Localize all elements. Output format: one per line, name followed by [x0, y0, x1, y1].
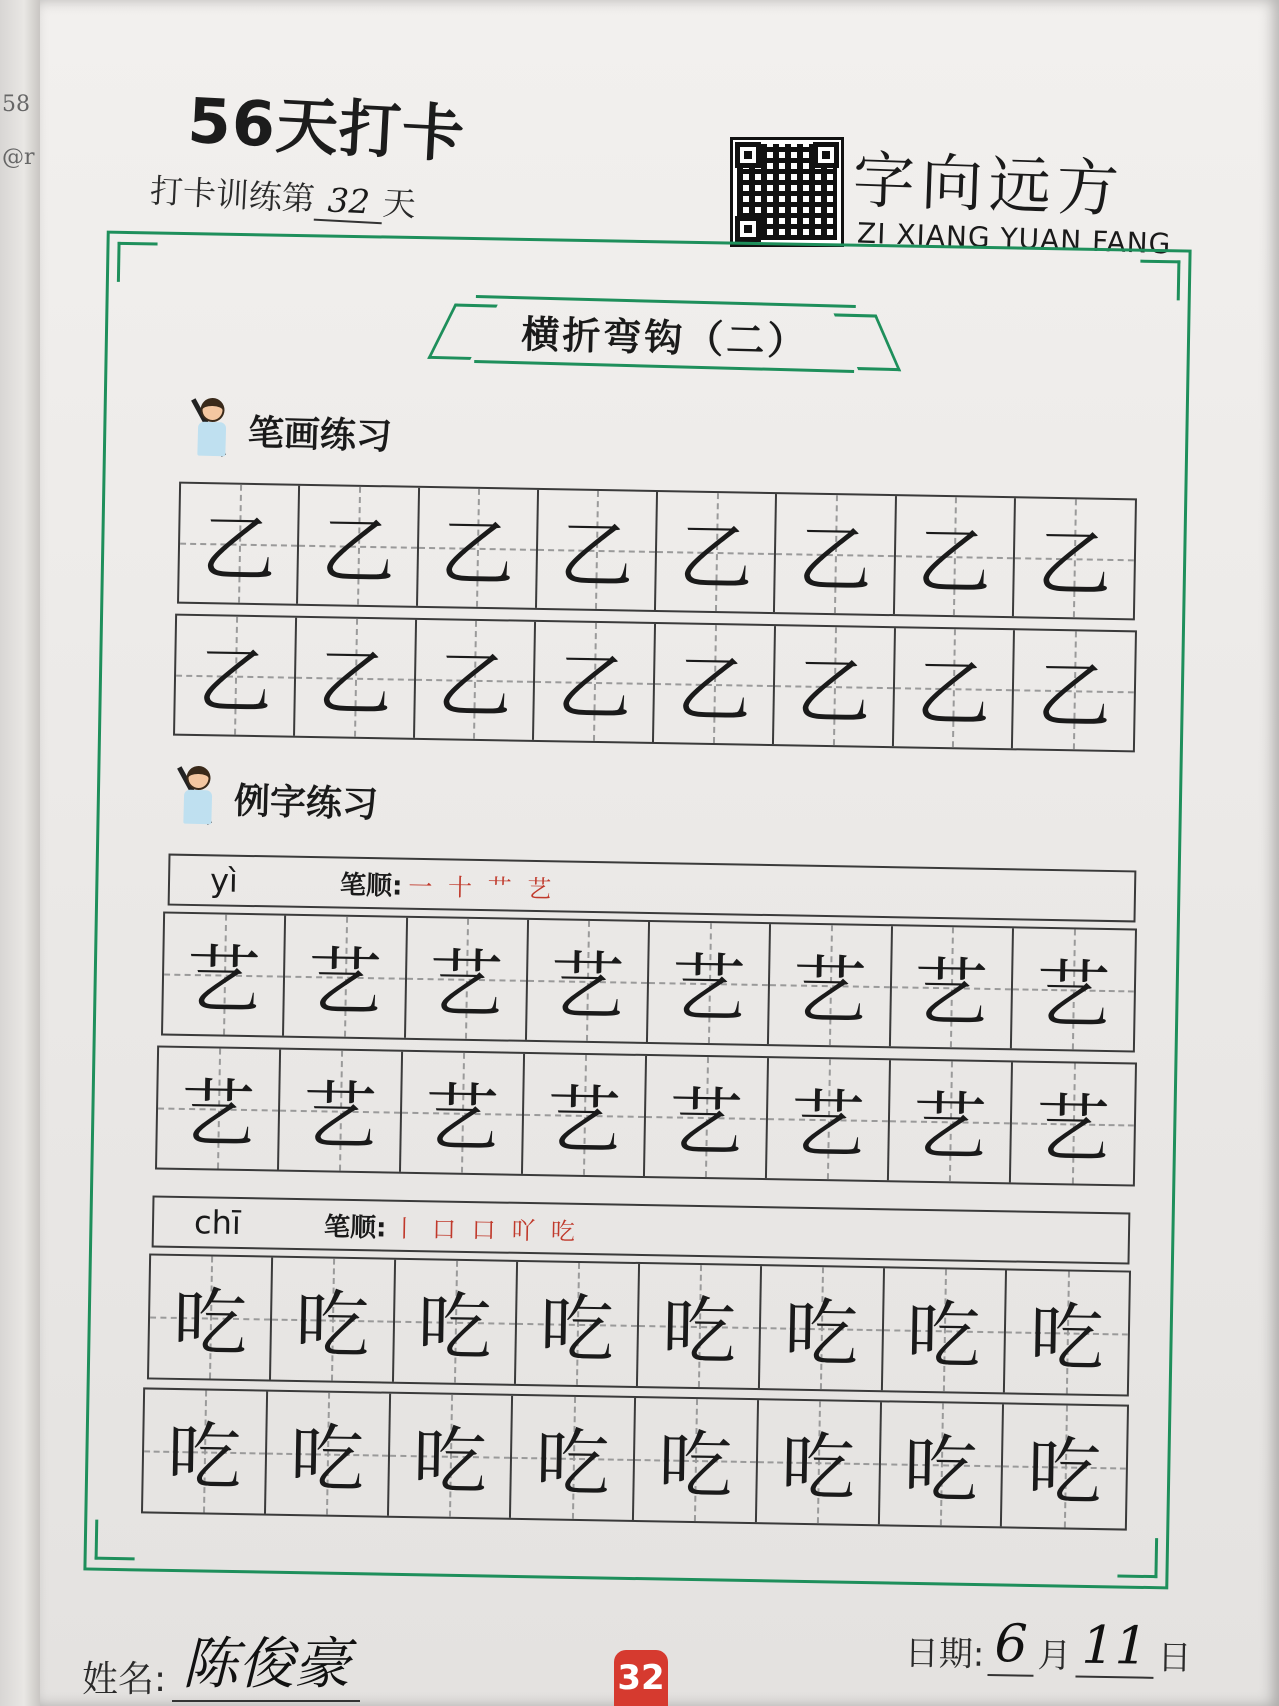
practice-character: 乙 [916, 518, 992, 606]
example-grid-row [161, 912, 1137, 1053]
scholar-brush-icon [171, 765, 227, 828]
practice-character: 艺 [790, 1081, 866, 1169]
practice-character: 吃 [657, 1422, 734, 1510]
edge-scrap-text: 58 [2, 92, 30, 117]
practice-character: 乙 [436, 642, 513, 730]
practice-character: 艺 [670, 945, 747, 1033]
practice-cell[interactable] [295, 618, 417, 738]
frame-corner-ornament [117, 242, 158, 283]
date-field [904, 1613, 1192, 1680]
scholar-brush-icon [185, 397, 241, 460]
practice-cell[interactable] [534, 622, 656, 742]
practice-cell[interactable] [511, 1396, 636, 1520]
section-stroke-practice [185, 397, 393, 464]
practice-character: 吃 [1026, 1428, 1103, 1517]
practice-character: 艺 [185, 936, 262, 1025]
practice-character: 艺 [302, 1073, 378, 1161]
practice-cell[interactable] [757, 1400, 882, 1524]
practice-character: 吃 [1028, 1294, 1105, 1383]
practice-cell[interactable] [890, 926, 1013, 1048]
practice-cell[interactable] [774, 626, 896, 746]
practice-character: 艺 [913, 949, 989, 1037]
frame-corner-ornament [1140, 260, 1181, 301]
stroke-order-label: 笔顺: [323, 1211, 387, 1244]
section-example-practice [171, 765, 379, 832]
practice-cell[interactable] [1002, 1404, 1127, 1528]
practice-cell[interactable] [769, 924, 892, 1046]
page-title: 56天打卡 [186, 83, 467, 172]
practice-cell[interactable] [179, 484, 300, 604]
practice-cell[interactable] [648, 922, 771, 1044]
practice-character: 吃 [294, 1282, 371, 1370]
practice-character: 吃 [289, 1415, 365, 1504]
day-prefix: 打卡训练第 [149, 171, 316, 219]
practice-character: 吃 [166, 1413, 243, 1502]
practice-character: 吃 [412, 1418, 488, 1506]
practice-cell[interactable] [537, 490, 658, 610]
practice-cell[interactable] [523, 1054, 647, 1176]
page-number-badge: 32 [614, 1650, 668, 1706]
practice-cell[interactable] [401, 1052, 525, 1174]
practice-cell[interactable] [279, 1050, 403, 1172]
name-label: 姓名: [82, 1659, 167, 1700]
qr-code-icon [733, 140, 841, 244]
date-day[interactable]: 11 [1075, 1615, 1154, 1678]
pinyin-text: yì [209, 861, 239, 900]
month-unit: 月 [1037, 1635, 1072, 1677]
frame-corner-ornament [95, 1520, 136, 1561]
practice-cell[interactable] [656, 492, 777, 612]
practice-cell[interactable] [894, 496, 1015, 616]
practice-cell[interactable] [645, 1056, 769, 1178]
practice-character: 乙 [197, 638, 273, 726]
practice-cell[interactable] [271, 1258, 395, 1382]
practice-cell[interactable] [418, 488, 539, 608]
practice-character: 艺 [1035, 1085, 1111, 1174]
practice-character: 艺 [546, 1077, 622, 1165]
practice-cell[interactable] [634, 1398, 759, 1522]
lesson-title: 横折弯钩（二） [520, 311, 809, 364]
practice-cell[interactable] [149, 1255, 273, 1379]
practice-cell[interactable] [638, 1264, 762, 1388]
practice-character: 艺 [424, 1075, 500, 1163]
day-unit: 日 [1157, 1637, 1192, 1679]
day-value: 32 [314, 180, 384, 225]
stroke-grid-row [173, 614, 1137, 753]
practice-cell[interactable] [393, 1260, 517, 1384]
practice-character: 乙 [677, 514, 754, 602]
practice-cell[interactable] [1012, 928, 1135, 1050]
practice-cell[interactable] [767, 1058, 891, 1180]
practice-cell[interactable] [654, 624, 776, 744]
practice-character: 乙 [556, 644, 632, 732]
practice-cell[interactable] [1005, 1270, 1129, 1394]
example-grid-row [147, 1253, 1131, 1396]
date-label: 日期: [904, 1633, 985, 1675]
qr-finder-icon [813, 142, 839, 168]
practice-cell[interactable] [143, 1389, 268, 1513]
practice-character: 艺 [668, 1079, 744, 1167]
practice-character: 乙 [558, 512, 635, 600]
practice-character: 乙 [1036, 520, 1112, 608]
qr-finder-icon [735, 216, 761, 242]
brand-logo-text: 字向远方 [851, 143, 1127, 226]
frame-corner-ornament [1117, 1537, 1158, 1578]
name-field [82, 1620, 360, 1702]
practice-character: 吃 [539, 1286, 615, 1374]
practice-cell[interactable] [516, 1262, 640, 1386]
practice-character: 乙 [796, 516, 873, 604]
example-grid-row [155, 1045, 1137, 1186]
practice-character: 吃 [783, 1290, 859, 1378]
practice-character: 乙 [200, 506, 277, 594]
stroke-order-sequence: 丨 口 口 吖 吃 [392, 1214, 580, 1246]
practice-character: 吃 [661, 1288, 737, 1376]
stroke-order-label: 笔顺: [339, 870, 403, 902]
date-month[interactable]: 6 [988, 1614, 1034, 1677]
section-title: 例字练习 [233, 780, 379, 826]
practice-cell[interactable] [284, 916, 407, 1038]
practice-cell[interactable] [163, 914, 286, 1036]
stroke-grid-row [177, 482, 1137, 621]
practice-cell[interactable] [1013, 630, 1135, 750]
example-grid-row [141, 1387, 1129, 1530]
brand-romanized: ZI XIANG YUAN FANG [856, 216, 1172, 261]
practice-character: 乙 [915, 650, 991, 738]
practice-character: 乙 [1036, 652, 1112, 740]
practice-cell[interactable] [175, 616, 297, 736]
name-value[interactable]: 陈俊豪 [172, 1620, 360, 1702]
practice-cell[interactable] [298, 486, 419, 606]
practice-cell[interactable] [1011, 1062, 1135, 1184]
practice-character: 乙 [320, 508, 396, 596]
practice-character: 艺 [180, 1070, 256, 1159]
practice-character: 艺 [912, 1083, 988, 1171]
practice-character: 艺 [549, 943, 626, 1031]
practice-character: 乙 [439, 510, 515, 598]
practice-cell[interactable] [775, 494, 896, 614]
practice-character: 吃 [780, 1424, 856, 1512]
practice-character: 艺 [428, 941, 504, 1029]
practice-character: 艺 [307, 939, 383, 1027]
practice-cell[interactable] [415, 620, 537, 740]
lesson-banner [474, 295, 856, 373]
adjacent-page-edge [0, 0, 40, 1706]
practice-character: 乙 [676, 646, 752, 734]
practice-character: 乙 [795, 648, 872, 736]
pinyin-text: chī [193, 1203, 242, 1243]
practice-character: 吃 [416, 1284, 493, 1372]
edge-scrap-text: @r [2, 145, 35, 170]
practice-character: 乙 [316, 640, 393, 728]
section-title: 笔画练习 [247, 412, 393, 458]
stroke-order-sequence: 一 十 艹 艺 [408, 872, 556, 903]
practice-cell[interactable] [882, 1268, 1006, 1392]
practice-character: 吃 [902, 1426, 979, 1514]
practice-cell[interactable] [879, 1402, 1004, 1526]
practice-cell[interactable] [1014, 498, 1135, 618]
practice-character: 艺 [791, 947, 868, 1035]
practice-cell[interactable] [157, 1047, 281, 1169]
practice-cell[interactable] [889, 1060, 1013, 1182]
practice-character: 吃 [534, 1420, 611, 1508]
practice-cell[interactable] [893, 628, 1015, 748]
practice-cell[interactable] [405, 918, 528, 1040]
practice-cell[interactable] [760, 1266, 884, 1390]
practice-character: 艺 [1035, 951, 1111, 1040]
practice-cell[interactable] [388, 1394, 513, 1518]
day-suffix: 天 [381, 183, 417, 224]
practice-character: 吃 [905, 1292, 982, 1380]
practice-cell[interactable] [527, 920, 650, 1042]
practice-character: 吃 [172, 1279, 248, 1368]
practice-cell[interactable] [266, 1392, 391, 1516]
qr-finder-icon [735, 142, 761, 168]
